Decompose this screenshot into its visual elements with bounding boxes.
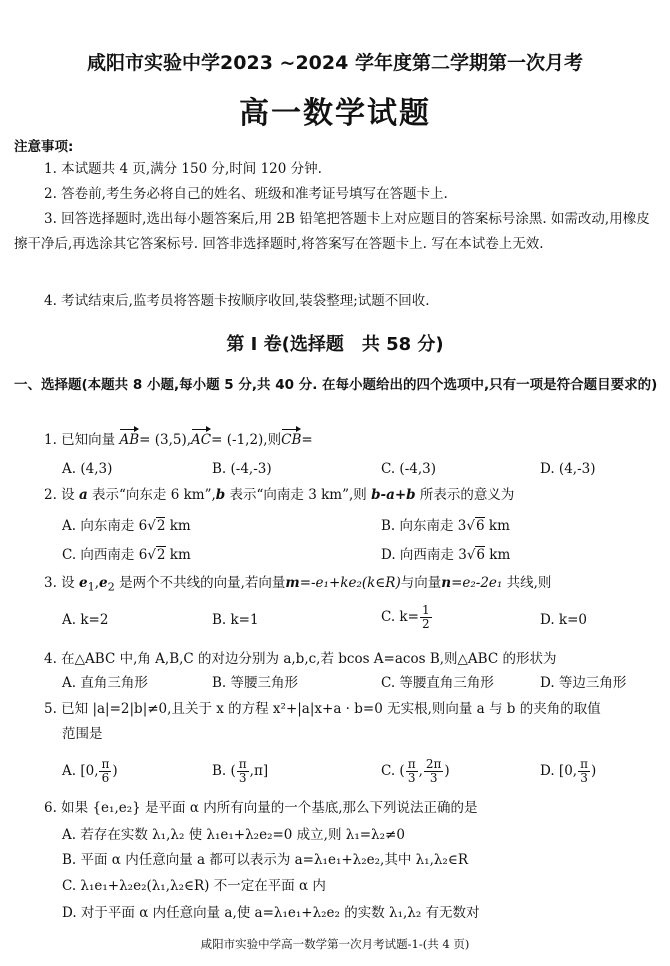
exam-title: 高一数学试题: [239, 96, 431, 131]
q1-option-b: B. (-4,-3): [212, 461, 272, 477]
q1-option-d: D. (4,-3): [540, 461, 596, 477]
q6-option-a: A. 若存在实数 λ₁,λ₂ 使 λ₁e₁+λ₂e₂=0 成立,则 λ₁=λ₂≠0: [62, 827, 405, 843]
notes-heading: 注意事项:: [14, 139, 74, 155]
q3-option-c: C. k= $\frac{1}{2}$: [381, 603, 430, 631]
vector-ab: AB: [119, 428, 139, 453]
q3-option-a: A. k=2: [62, 612, 109, 628]
q5-option-b: B. ( $\frac{\pi}{3}$ ,π]: [212, 757, 269, 785]
fraction: $\frac{1}{2}$: [421, 603, 430, 631]
q4-option-a: A. 直角三角形: [62, 675, 148, 691]
q4-option-b: B. 等腰三角形: [212, 675, 299, 691]
q5-option-c: C. ( $\frac{\pi}{3}$ , $\frac{2\pi}{3}$ ): [381, 757, 450, 785]
part-heading: 一、选择题(本题共 8 小题,每小题 5 分,共 40 分. 在每小题给出的四个选项中,只有一项是符合题目要求的): [14, 377, 658, 393]
question-4-stem: 4. 在△ABC 中,角 A,B,C 的对边分别为 a,b,c,若 bcos A=acos B,则△ABC 的形状为: [44, 651, 557, 667]
q2-option-a: A. 向东南走 6√2 km: [62, 518, 191, 534]
q1-option-c: C. (-4,3): [381, 461, 436, 477]
note-1: 1. 本试题共 4 页,满分 150 分,时间 120 分钟.: [44, 161, 322, 177]
note-4: 4. 考试结束后,监考员将答题卡按顺序收回,装袋整理;试题不回收.: [44, 293, 430, 309]
page-footer: 咸阳市实验中学高一数学第一次月考试题-1-(共 4 页): [200, 937, 470, 951]
q6-option-b: B. 平面 α 内任意向量 a 都可以表示为 a=λ₁e₁+λ₂e₂,其中 λ₁,λ₂∈R: [62, 852, 469, 868]
question-3-stem: 3. 设 $e_1,e_2$ 是两个不共线的向量,若向量m=-e₁+ke₂(k∈R)与向量n=e₂-2e₁ 共线,则: [44, 575, 552, 594]
q6-option-d: D. 对于平面 α 内任意向量 a,使 a=λ₁e₁+λ₂e₂ 的实数 λ₁,λ₂ 有无数对: [62, 905, 480, 921]
question-6-stem: 6. 如果 {e₁,e₂} 是平面 α 内所有向量的一个基底,那么下列说法正确的是: [44, 800, 478, 816]
q2-option-d: D. 向西南走 3√6 km: [381, 547, 511, 563]
q6-option-c: C. λ₁e₁+λ₂e₂(λ₁,λ₂∈R) 不一定在平面 α 内: [62, 878, 326, 894]
q3-option-d: D. k=0: [540, 612, 588, 628]
vector-cb: CB: [281, 428, 301, 453]
note-3: 3. 回答选择题时,选出每小题答案后,用 2B 铅笔把答题卡上对应题目的答案标号涂黑. 如需改动,用橡皮擦干净后,再选涂其它答案标号. 回答非选择题时,将答案写在答题卡上. 写在本试卷上无效.: [14, 211, 650, 252]
q5-option-d: D. [0, $\frac{\pi}{3}$ ): [540, 757, 597, 785]
vector-ac: AC: [191, 428, 211, 453]
question-5-stem-line2: 范围是: [62, 726, 103, 742]
q2-option-b: B. 向东南走 3√6 km: [381, 518, 510, 534]
school-title: 咸阳市实验中学2023 ~2024 学年度第二学期第一次月考: [87, 52, 583, 74]
q2-option-c: C. 向西南走 6√2 km: [62, 547, 191, 563]
question-2-stem: 2. 设 a 表示“向东走 6 km”,b 表示“向南走 3 km”,则 b-a+b 所表示的意义为: [44, 487, 515, 503]
q3-option-b: B. k=1: [212, 612, 259, 628]
q4-option-c: C. 等腰直角三角形: [381, 675, 494, 691]
q1-option-a: A. (4,3): [62, 461, 113, 477]
q4-option-d: D. 等边三角形: [540, 675, 627, 691]
section-title: 第 Ⅰ 卷(选择题 共 58 分): [226, 334, 444, 355]
question-5-stem-line1: 5. 已知 |a|=2|b|≠0,且关于 x 的方程 x²+|a|x+a · b=0 无实根,则向量 a 与 b 的夹角的取值: [44, 701, 601, 717]
q5-option-a: A. [0, $\frac{\pi}{6}$ ): [62, 757, 118, 785]
note-2: 2. 答卷前,考生务必将自己的姓名、班级和准考证号填写在答题卡上.: [44, 186, 448, 202]
question-1-stem: 1. 已知向量 AB= (3,5),AC= (-1,2),则CB=: [44, 428, 656, 453]
